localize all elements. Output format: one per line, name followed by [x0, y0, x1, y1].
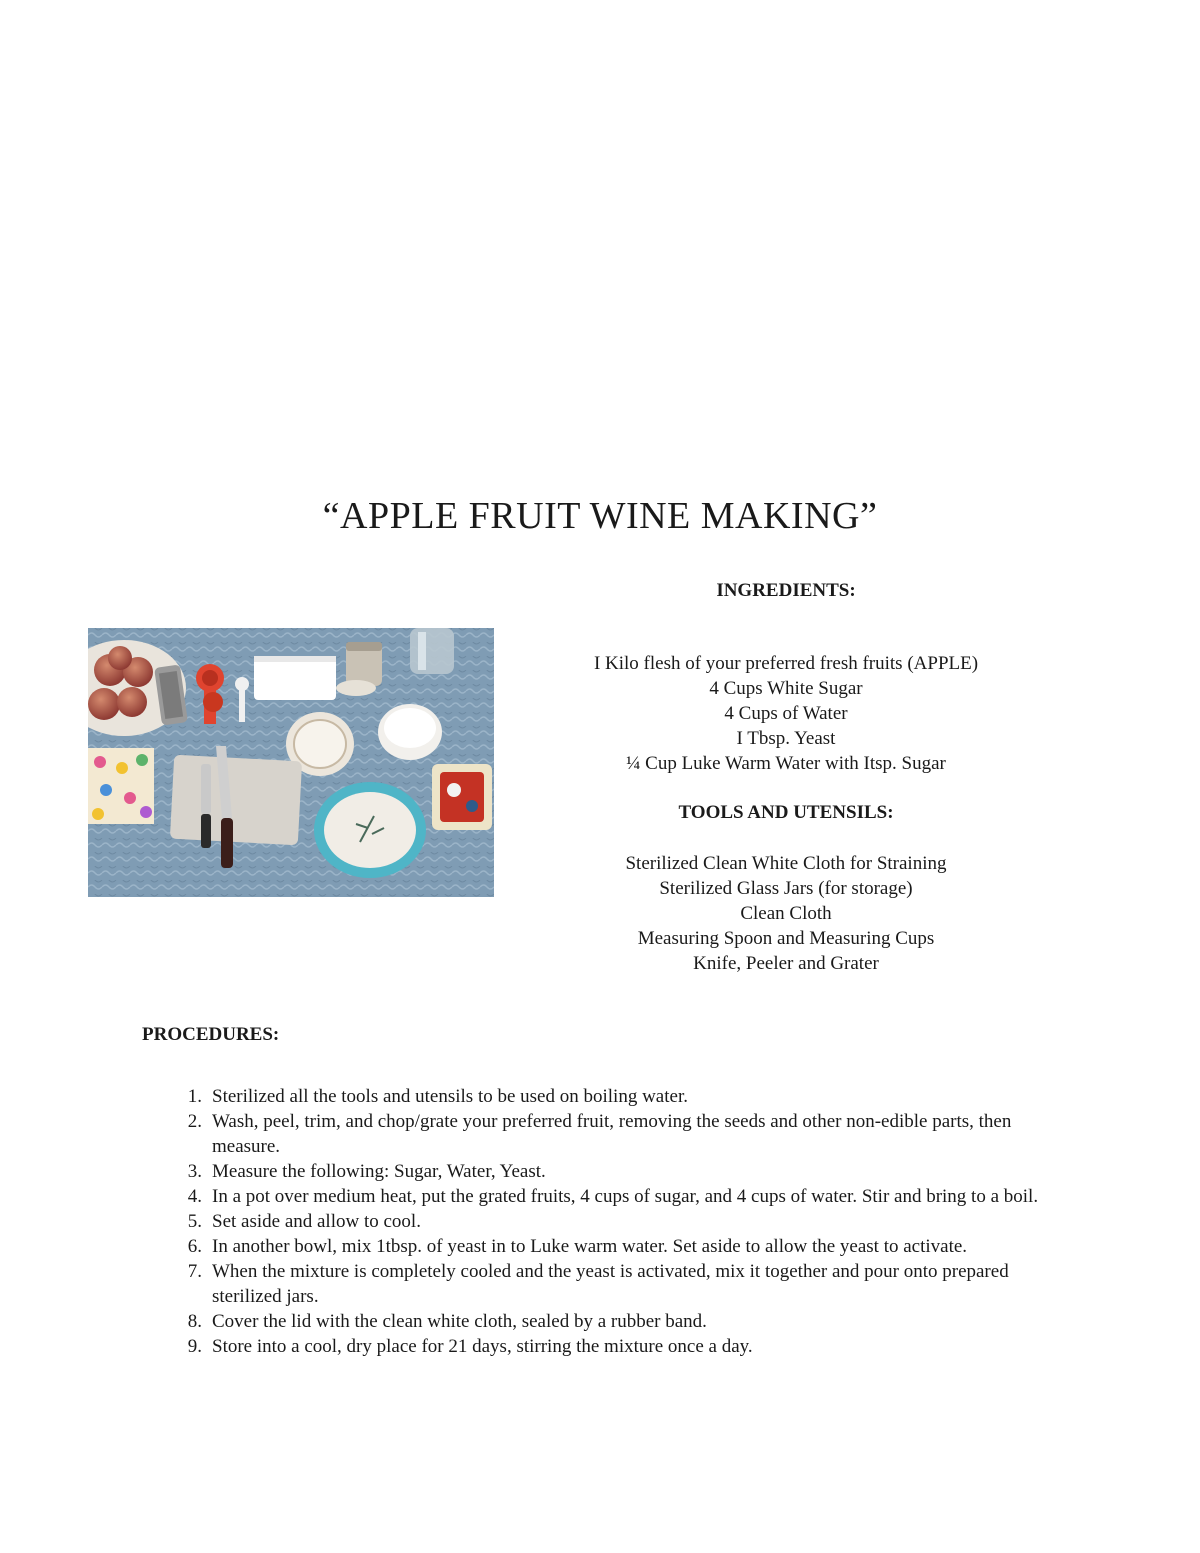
ingredients-tools-column	[486, 578, 1086, 976]
peeler	[201, 764, 211, 848]
step-text: In a pot over medium heat, put the grated fruits, 4 cups of sugar, and 4 cups of water. Stir and bring to a boil.	[212, 1186, 1039, 1207]
apple	[108, 646, 132, 670]
step-text: Set aside and allow to cool.	[212, 1211, 421, 1232]
tool-item: Measuring Spoon and Measuring Cups	[637, 928, 935, 949]
ingredient-item: I Kilo flesh of your preferred fresh fruits (APPLE)	[593, 653, 979, 674]
step-text: Wash, peel, trim, and chop/grate your preferred fruit, removing the seeds and other non-edible parts, then measure.	[212, 1111, 1012, 1157]
sugar-container	[254, 656, 336, 700]
procedure-steps	[142, 1084, 1062, 1359]
apple	[88, 688, 120, 720]
ingredients-photo	[88, 628, 494, 897]
white-bowl	[378, 704, 442, 760]
procedure-step	[142, 1234, 1062, 1259]
tool-item: Knife, Peeler and Grater	[693, 953, 879, 974]
ingredients-heading: INGREDIENTS:	[716, 580, 856, 601]
ingredient-item: 4 Cups White Sugar	[709, 678, 863, 699]
step-text: Cover the lid with the clean white cloth, sealed by a rubber band.	[212, 1311, 707, 1332]
tools-heading: TOOLS AND UTENSILS:	[678, 802, 894, 823]
ingredients-list	[486, 651, 1086, 776]
step-number: 7.	[187, 1261, 202, 1282]
document-title: “APPLE FRUIT WINE MAKING”	[322, 495, 878, 537]
cutting-board	[170, 755, 302, 846]
floral-napkin	[88, 748, 154, 824]
step-number: 8.	[187, 1311, 202, 1332]
tool-item: Sterilized Clean White Cloth for Straining	[625, 853, 947, 874]
step-text: Measure the following: Sugar, Water, Yeast.	[212, 1161, 546, 1182]
tool-item: Sterilized Glass Jars (for storage)	[659, 878, 913, 899]
procedure-step	[142, 1309, 1062, 1334]
glass-bottle	[410, 628, 454, 674]
procedure-step	[142, 1209, 1062, 1234]
step-number: 4.	[187, 1186, 202, 1207]
procedure-step	[142, 1159, 1062, 1184]
decorative-tray	[432, 764, 492, 830]
ingredient-item: I Tbsp. Yeast	[736, 728, 836, 749]
step-number: 2.	[187, 1111, 202, 1132]
ingredient-item: 4 Cups of Water	[724, 703, 848, 724]
blue-rim-bowl	[314, 782, 426, 878]
procedures-section	[142, 1022, 1062, 1359]
step-text: When the mixture is completely cooled and the yeast is activated, mix it together and pour onto prepared sterilized jars.	[212, 1261, 1009, 1307]
step-text: In another bowl, mix 1tbsp. of yeast in to Luke warm water. Set aside to allow the yeast to activate.	[212, 1236, 968, 1257]
step-text: Store into a cool, dry place for 21 days, stirring the mixture once a day.	[212, 1336, 753, 1357]
procedure-step	[142, 1334, 1062, 1359]
procedure-step	[142, 1084, 1062, 1109]
procedure-step	[142, 1259, 1062, 1309]
procedure-step	[142, 1109, 1062, 1159]
step-number: 5.	[187, 1211, 202, 1232]
procedure-step	[142, 1184, 1062, 1209]
step-number: 1.	[187, 1086, 202, 1107]
step-text: Sterilized all the tools and utensils to be used on boiling water.	[212, 1086, 688, 1107]
procedures-heading: PROCEDURES:	[142, 1024, 280, 1045]
apple	[117, 687, 147, 717]
step-number: 3.	[187, 1161, 202, 1182]
tools-list	[486, 851, 1086, 976]
step-number: 9.	[187, 1336, 202, 1357]
tool-item: Clean Cloth	[740, 903, 832, 924]
step-number: 6.	[187, 1236, 202, 1257]
ingredient-item: ¼ Cup Luke Warm Water with Itsp. Sugar	[626, 753, 946, 774]
tools-photo-illustration	[88, 628, 494, 897]
